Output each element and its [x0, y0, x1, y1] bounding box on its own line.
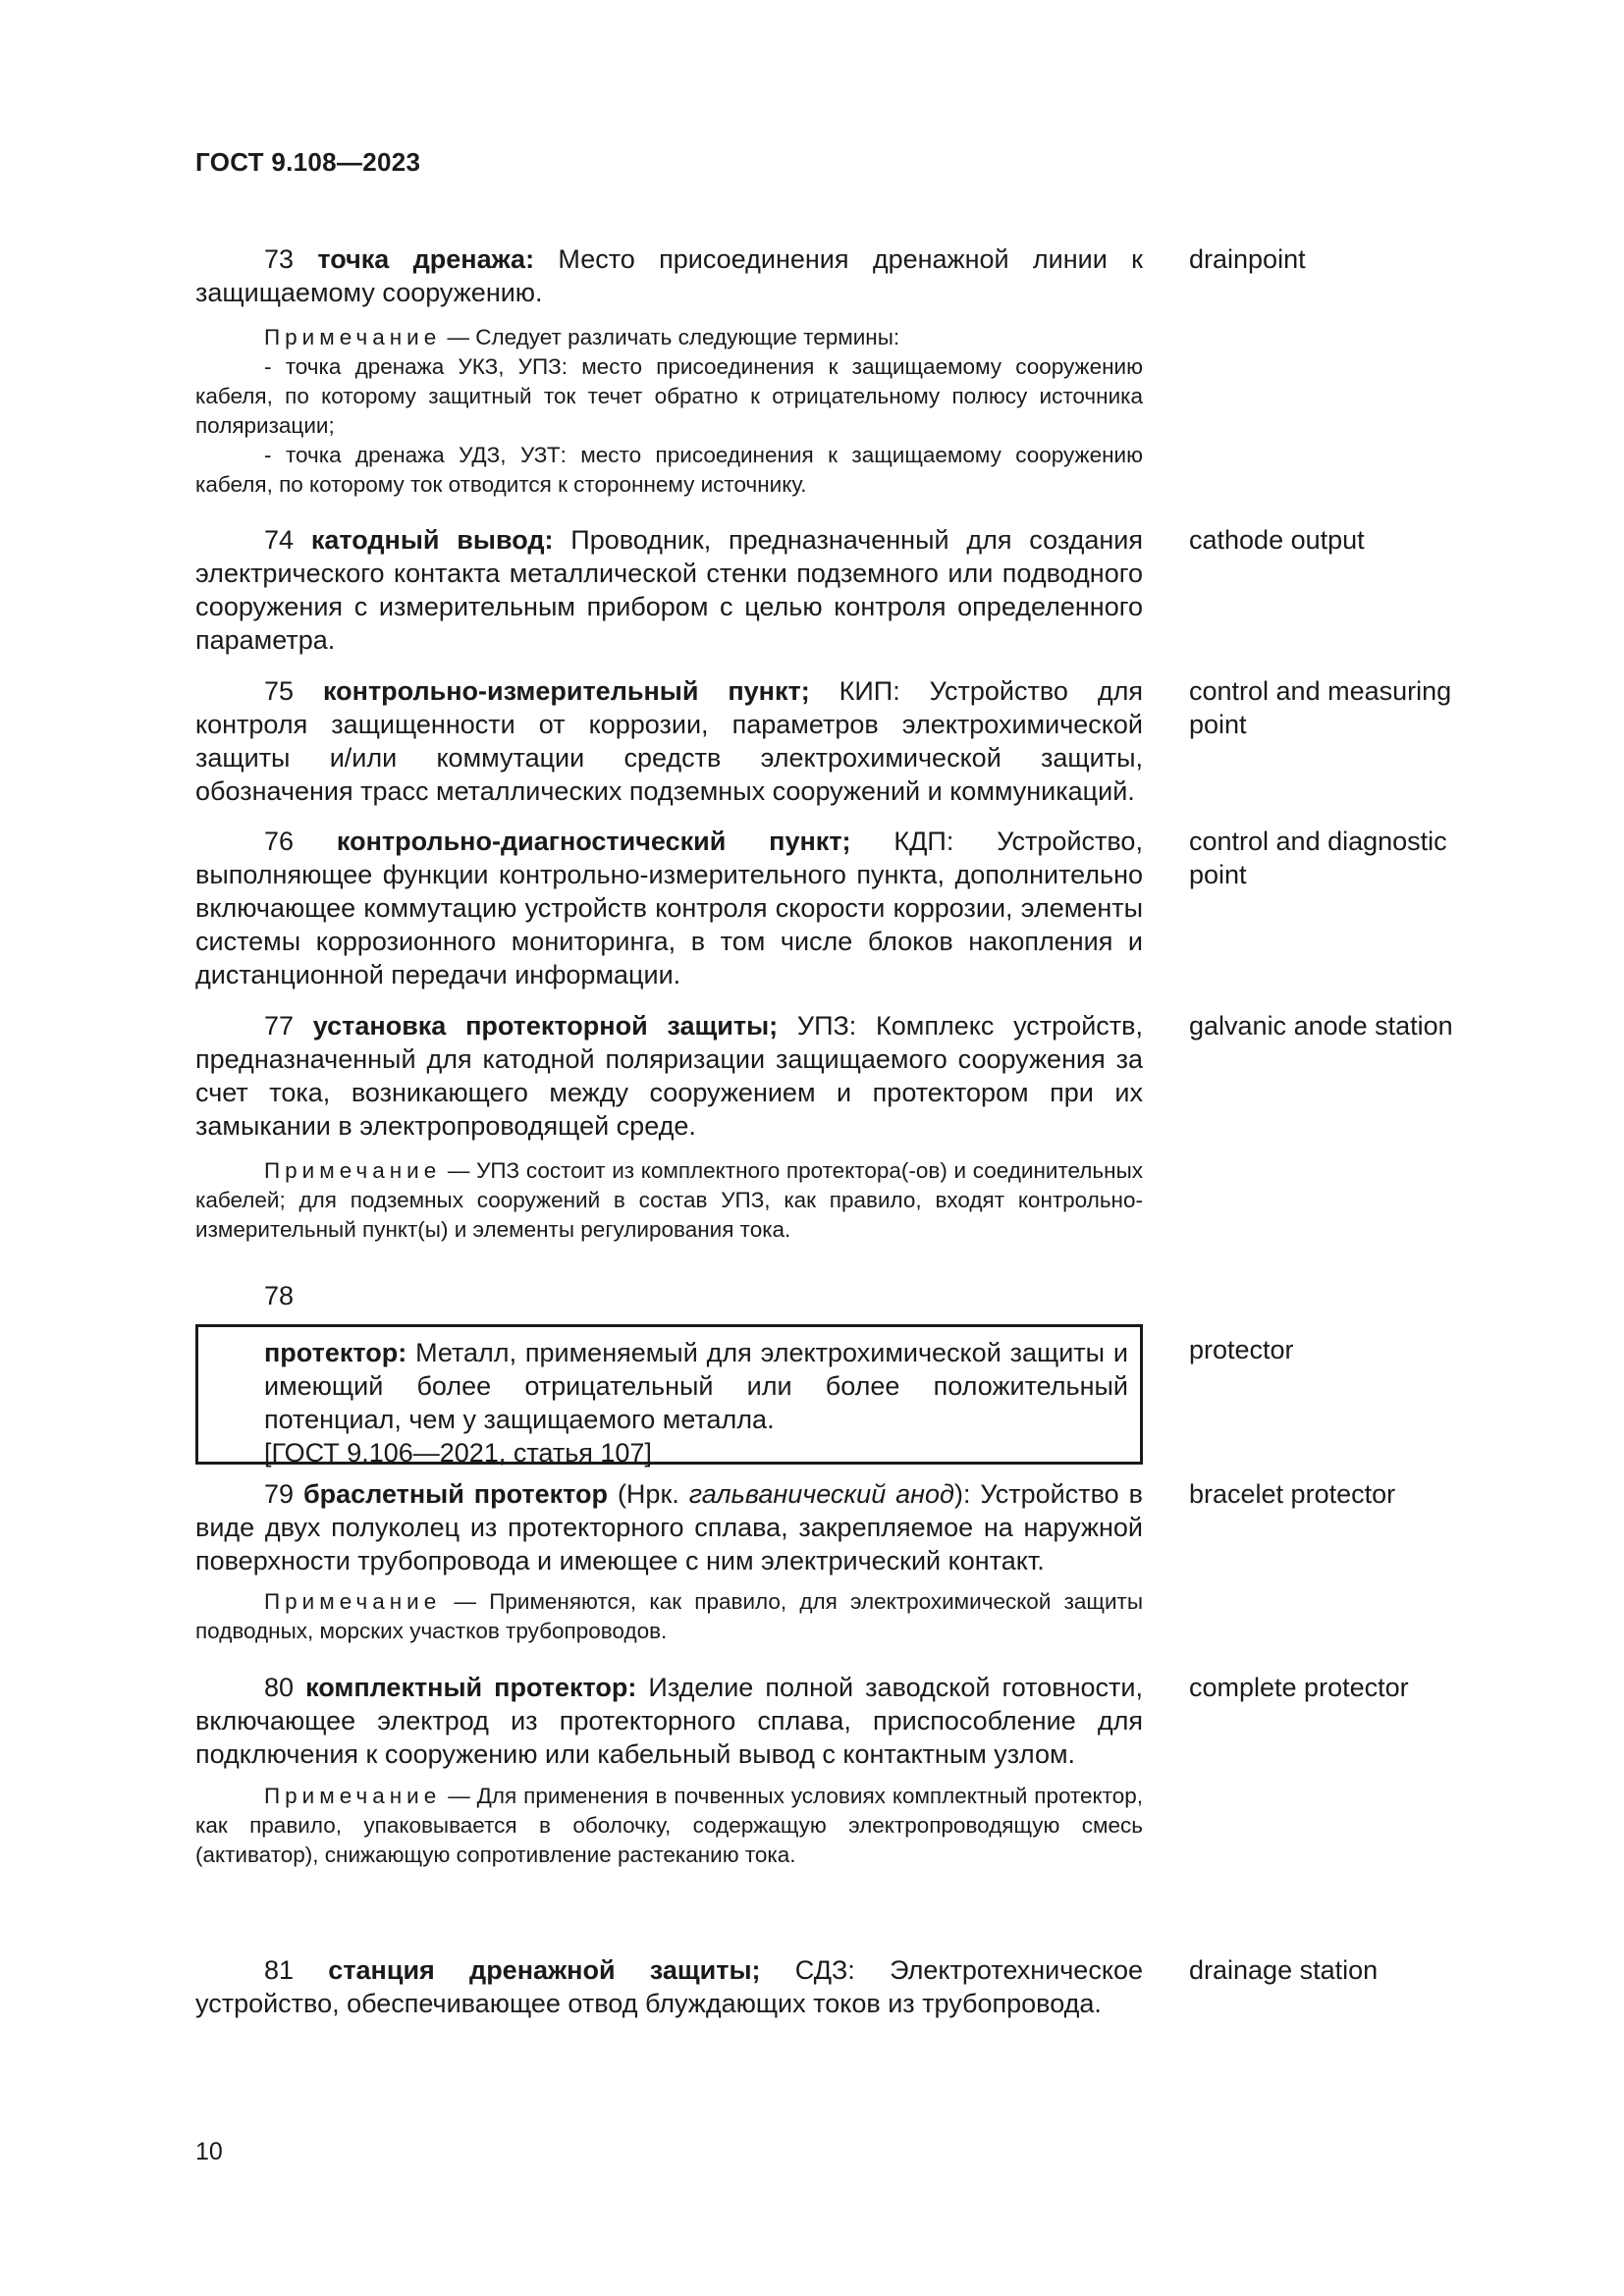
term-definition: 81 станция дренажной защиты; СДЗ: Электротехническое устройство, обеспечивающее отвод блуждающих токов из трубопровода.: [195, 1955, 1143, 2018]
term-english: cathode output: [1189, 525, 1365, 555]
term-source: [ГОСТ 9.106—2021, статья 107]: [264, 1438, 652, 1468]
term-definition: 76 контрольно-диагностический пункт; КДП: Устройство, выполняющее функции контрольно-измерительного пункта, дополнительно включающее коммутацию устройств контроля скорости коррозии, элементы системы коррозионного мониторинга, в том числе блоков накопления и дистанционной передачи информации.: [195, 827, 1143, 989]
term-note: Примечание — Для применения в почвенных условиях комплектный протектор, как правило, упаковывается в оболочку, содержащую электропроводящую смесь (активатор), снижающую сопротивление растеканию тока.: [195, 1784, 1143, 1867]
page-number: 10: [195, 2138, 223, 2165]
note-label: Примечание: [264, 325, 442, 349]
term-english: drainage station: [1189, 1955, 1379, 1985]
term-english: complete protector: [1189, 1673, 1409, 1702]
term-name: браслетный протектор: [302, 1479, 608, 1509]
term-note: Примечание — Следует различать следующие термины: - точка дренажа УКЗ, УПЗ: место присоединения к защищаемому сооружению кабеля, по которому защитный ток течет обратно к отрицательному полюсу источника поляризации; - точка дренажа УДЗ, УЗТ: место присоединения к защищаемому сооружению кабеля, по которому ток отводится к стороннему источнику.: [195, 325, 1143, 497]
term-definition: 79 браслетный протектор (Нрк. гальванический анод): Устройство в виде двух полуколец из протекторного сплава, закрепляемое на наружной поверхности трубопровода и имеющее с ним электрический контакт.: [195, 1479, 1143, 1575]
term-note: Примечание — УПЗ состоит из комплектного протектора(-ов) и соединительных кабелей; для подземных сооружений в состав УПЗ, как правило, входят контрольно-измерительный пункт(ы) и элементы регулирования тока.: [195, 1158, 1143, 1242]
note-label: Примечание: [264, 1784, 442, 1808]
term-english: control and diagnostic point: [1189, 827, 1447, 889]
deprecated-term: гальванический анод: [688, 1479, 954, 1509]
term-english: protector: [1189, 1335, 1294, 1364]
term-name: станция дренажной защиты;: [328, 1955, 761, 1985]
term-number: 78: [264, 1281, 295, 1310]
term-name: точка дренажа:: [317, 244, 535, 274]
term-english: control and measuring point: [1189, 676, 1452, 739]
term-definition: 77 установка протекторной защиты; УПЗ: Комплекс устройств, предназначенный для катодной поляризации защищаемого сооружения за счет тока, возникающего между сооружением и протектором при их замыкании в электропроводящей среде.: [195, 1011, 1143, 1141]
note-label: Примечание: [264, 1589, 442, 1614]
term-note: Примечание — Применяются, как правило, для электрохимической защиты подводных, морских участков трубопроводов.: [195, 1589, 1143, 1643]
term-english: drainpoint: [1189, 244, 1306, 274]
term-name: установка протекторной защиты;: [312, 1011, 779, 1041]
term-name: контрольно-диагностический пункт;: [336, 827, 851, 856]
term-name: комплектный протектор:: [305, 1673, 637, 1702]
term-definition: 75 контрольно-измерительный пункт; КИП: Устройство для контроля защищенности от коррозии, параметров электрохимической защиты и/или коммутации средств электрохимической защиты, обозначения трасс металлических подземных сооружений и коммуникаций.: [195, 676, 1143, 806]
term-definition: 73 точка дренажа: Место присоединения дренажной линии к защищаемому сооружению.: [195, 244, 1143, 307]
term-english: bracelet protector: [1189, 1479, 1396, 1509]
note-label: Примечание: [264, 1158, 442, 1183]
term-name: контрольно-измерительный пункт;: [323, 676, 810, 706]
term-definition: 80 комплектный протектор: Изделие полной заводской готовности, включающее электрод из протекторного сплава, приспособление для подключения к сооружению или кабельный вывод с контактным узлом.: [195, 1673, 1143, 1769]
term-name: протектор:: [264, 1338, 407, 1367]
borrowed-term-box: [195, 1324, 1143, 1468]
term-english: galvanic anode station: [1189, 1011, 1453, 1041]
term-definition: 74 катодный вывод: Проводник, предназначенный для создания электрического контакта металлической стенки подземного или подводного сооружения с измерительным прибором с целью контроля определенного параметра.: [195, 525, 1143, 655]
term-name: катодный вывод:: [310, 525, 554, 555]
term-definition: протектор: Металл, применяемый для электрохимической защиты и имеющий более отрицательный или более положительный потенциал, чем у защищаемого металла. [ГОСТ 9.106—2021, статья 107]: [264, 1338, 1128, 1468]
page-header: ГОСТ 9.108—2023: [195, 147, 421, 177]
